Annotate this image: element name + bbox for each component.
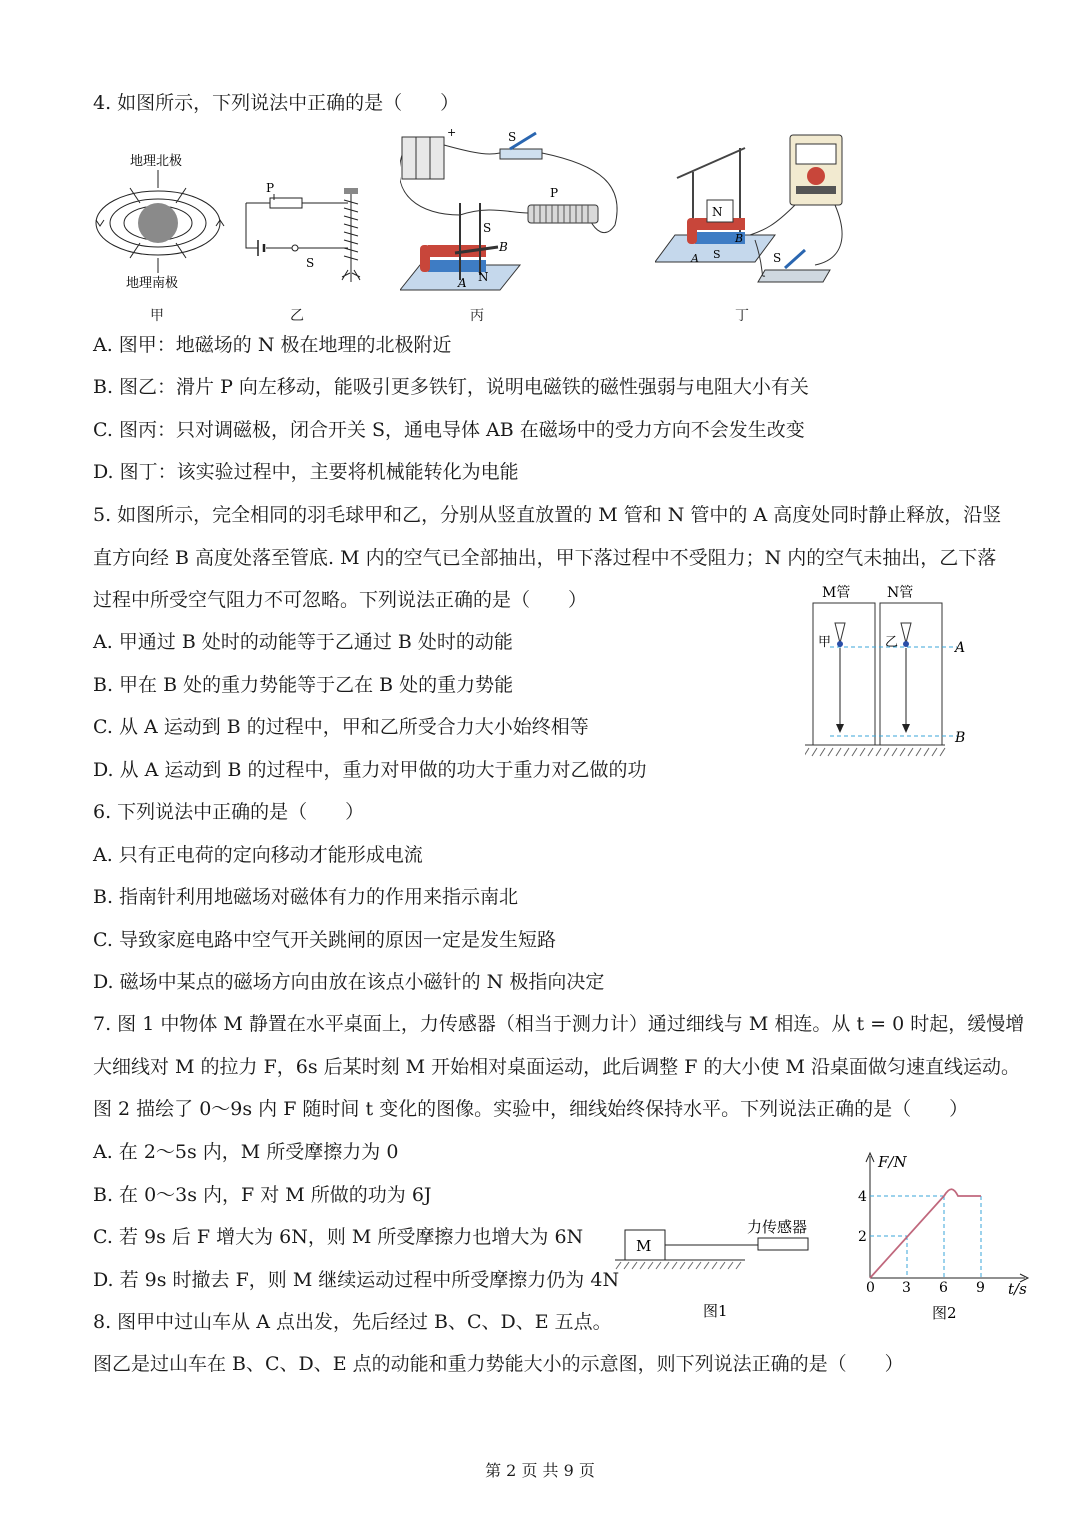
xtick-9: 9 [976,1280,985,1296]
q6-option-b[interactable]: B. 指南针利用地磁场对磁体有力的作用来指示南北 [93,886,519,908]
caption-yi: 乙 [290,308,304,324]
tube-m-label: M管 [822,585,851,601]
ytick-4: 4 [858,1189,867,1205]
xlabel: t/s [1008,1280,1027,1298]
bing-magnet-n-label: N [478,270,489,284]
q6-option-c[interactable]: C. 导致家庭电路中空气开关跳闸的原因一定是发生短路 [93,929,556,951]
ding-magnet-s-label: S [713,248,721,261]
q8-stem-line-1: 8. 图甲中过山车从 A 点出发，先后经过 B、C、D、E 五点。 [93,1311,612,1333]
q5-stem-line-2: 直方向经 B 高度处落至管底. M 内的空气已全部抽出，甲下落过程中不受阻力；N 内的空气未抽出，乙下落 [93,547,997,569]
ding-point-b-label: B [735,232,744,245]
fig2-caption: 图2 [932,1304,957,1322]
slider-p-label: P [266,181,275,195]
ylabel: F/N [878,1153,907,1171]
q6-stem: 6. 下列说法中正确的是（ ） [93,801,365,823]
caption-bing: 丙 [470,308,484,324]
xtick-6: 6 [939,1280,948,1296]
fig1-caption: 图1 [703,1302,728,1320]
level-a-label: A [955,640,966,656]
q4-option-d[interactable]: D. 图丁：该实验过程中，主要将机械能转化为电能 [93,461,519,483]
q7-stem-line-1: 7. 图 1 中物体 M 静置在水平桌面上，力传感器（相当于测力计）通过细线与 M 相连。从 t = 0 时起，缓慢增 [93,1013,1025,1035]
q5-stem-line-1: 5. 如图所示，完全相同的羽毛球甲和乙，分别从竖直放置的 M 管和 N 管中的 A 高度处同时静止释放，沿竖 [93,504,1002,526]
q5-option-d[interactable]: D. 从 A 运动到 B 的过程中，重力对甲做的功大于重力对乙做的功 [93,759,647,781]
south-pole-label: 地理南极 [126,276,179,291]
origin-label: 0 [866,1280,875,1296]
switch-s-label: S [306,256,315,270]
bing-switch-s-label: S [508,130,517,144]
q4-option-b[interactable]: B. 图乙：滑片 P 向左移动，能吸引更多铁钉，说明电磁铁的磁性强弱与电阻大小有关 [93,376,809,398]
q7-option-b[interactable]: B. 在 0～3s 内，F 对 M 所做的功为 6J [93,1184,432,1206]
caption-ding: 丁 [735,308,749,324]
q5-option-b[interactable]: B. 甲在 B 处的重力势能等于乙在 B 处的重力势能 [93,674,514,696]
north-pole-label: 地理北极 [130,154,183,169]
q6-option-d[interactable]: D. 磁场中某点的磁场方向由放在该点小磁针的 N 极指向决定 [93,971,605,993]
svg-text:+: + [447,126,457,139]
figure-ding-generator-apparatus [655,130,855,300]
q6-option-a[interactable]: A. 只有正电荷的定向移动才能形成电流 [93,844,423,866]
q5-stem-line-3: 过程中所受空气阻力不可忽略。下列说法正确的是（ ） [93,589,588,611]
figure-jia-earth-magnetic-field [90,148,240,293]
ding-point-a-label: A [691,252,699,265]
q5-option-c[interactable]: C. 从 A 运动到 B 的过程中，甲和乙所受合力大小始终相等 [93,716,589,738]
f-t-curve [870,1189,981,1278]
q7-stem-line-2: 大细线对 M 的拉力 F，6s 后某时刻 M 开始相对桌面运动，此后调整 F 的大小使 M 沿桌面做匀速直线运动。 [93,1056,1020,1078]
bing-point-a-label: A [458,276,467,290]
q4-option-a[interactable]: A. 图甲：地磁场的 N 极在地理的北极附近 [93,334,452,356]
q4-stem: 4. 如图所示，下列说法中正确的是（ ） [93,92,460,114]
figure-q5-tubes [805,578,980,763]
figure-q7-fig2-f-t-graph [850,1148,1040,1328]
ytick-2: 2 [858,1229,867,1245]
bing-point-b-label: B [499,240,508,254]
q7-option-d[interactable]: D. 若 9s 时撤去 F，则 M 继续运动过程中所受摩擦力仍为 4N [93,1269,620,1291]
force-sensor-label: 力传感器 [747,1218,808,1236]
bing-magnet-s-label: S [483,221,492,235]
figure-yi-electromagnet [240,178,370,288]
q8-stem-line-2: 图乙是过山车在 B、C、D、E 点的动能和重力势能大小的示意图，则下列说法正确的是（ ） [93,1353,904,1375]
tube-n-label: N管 [887,585,914,601]
xtick-3: 3 [902,1280,911,1296]
q7-option-a[interactable]: A. 在 2～5s 内，M 所受摩擦力为 0 [93,1141,399,1163]
ball-jia-label: 甲 [818,635,832,650]
ding-magnet-n-label: N [712,205,723,219]
ding-switch-s-label: S [773,251,782,265]
caption-jia: 甲 [150,308,164,324]
bing-slider-p-label: P [550,186,559,200]
q5-option-a[interactable]: A. 甲通过 B 处时的动能等于乙通过 B 处时的动能 [93,631,513,653]
figure-bing-motor-apparatus [400,125,630,300]
figure-q7-fig1 [615,1210,825,1325]
block-m-label: M [636,1237,652,1255]
page-footer: 第 2 页 共 9 页 [485,1461,595,1480]
ball-yi-label: 乙 [885,635,899,650]
level-b-label: B [955,730,966,746]
q4-option-c[interactable]: C. 图丙：只对调磁极，闭合开关 S，通电导体 AB 在磁场中的受力方向不会发生改变 [93,419,805,441]
q7-stem-line-3: 图 2 描绘了 0～9s 内 F 随时间 t 变化的图像。实验中，细线始终保持水平。下列说法正确的是（ ） [93,1098,969,1120]
q7-option-c[interactable]: C. 若 9s 后 F 增大为 6N，则 M 所受摩擦力也增大为 6N [93,1226,584,1248]
